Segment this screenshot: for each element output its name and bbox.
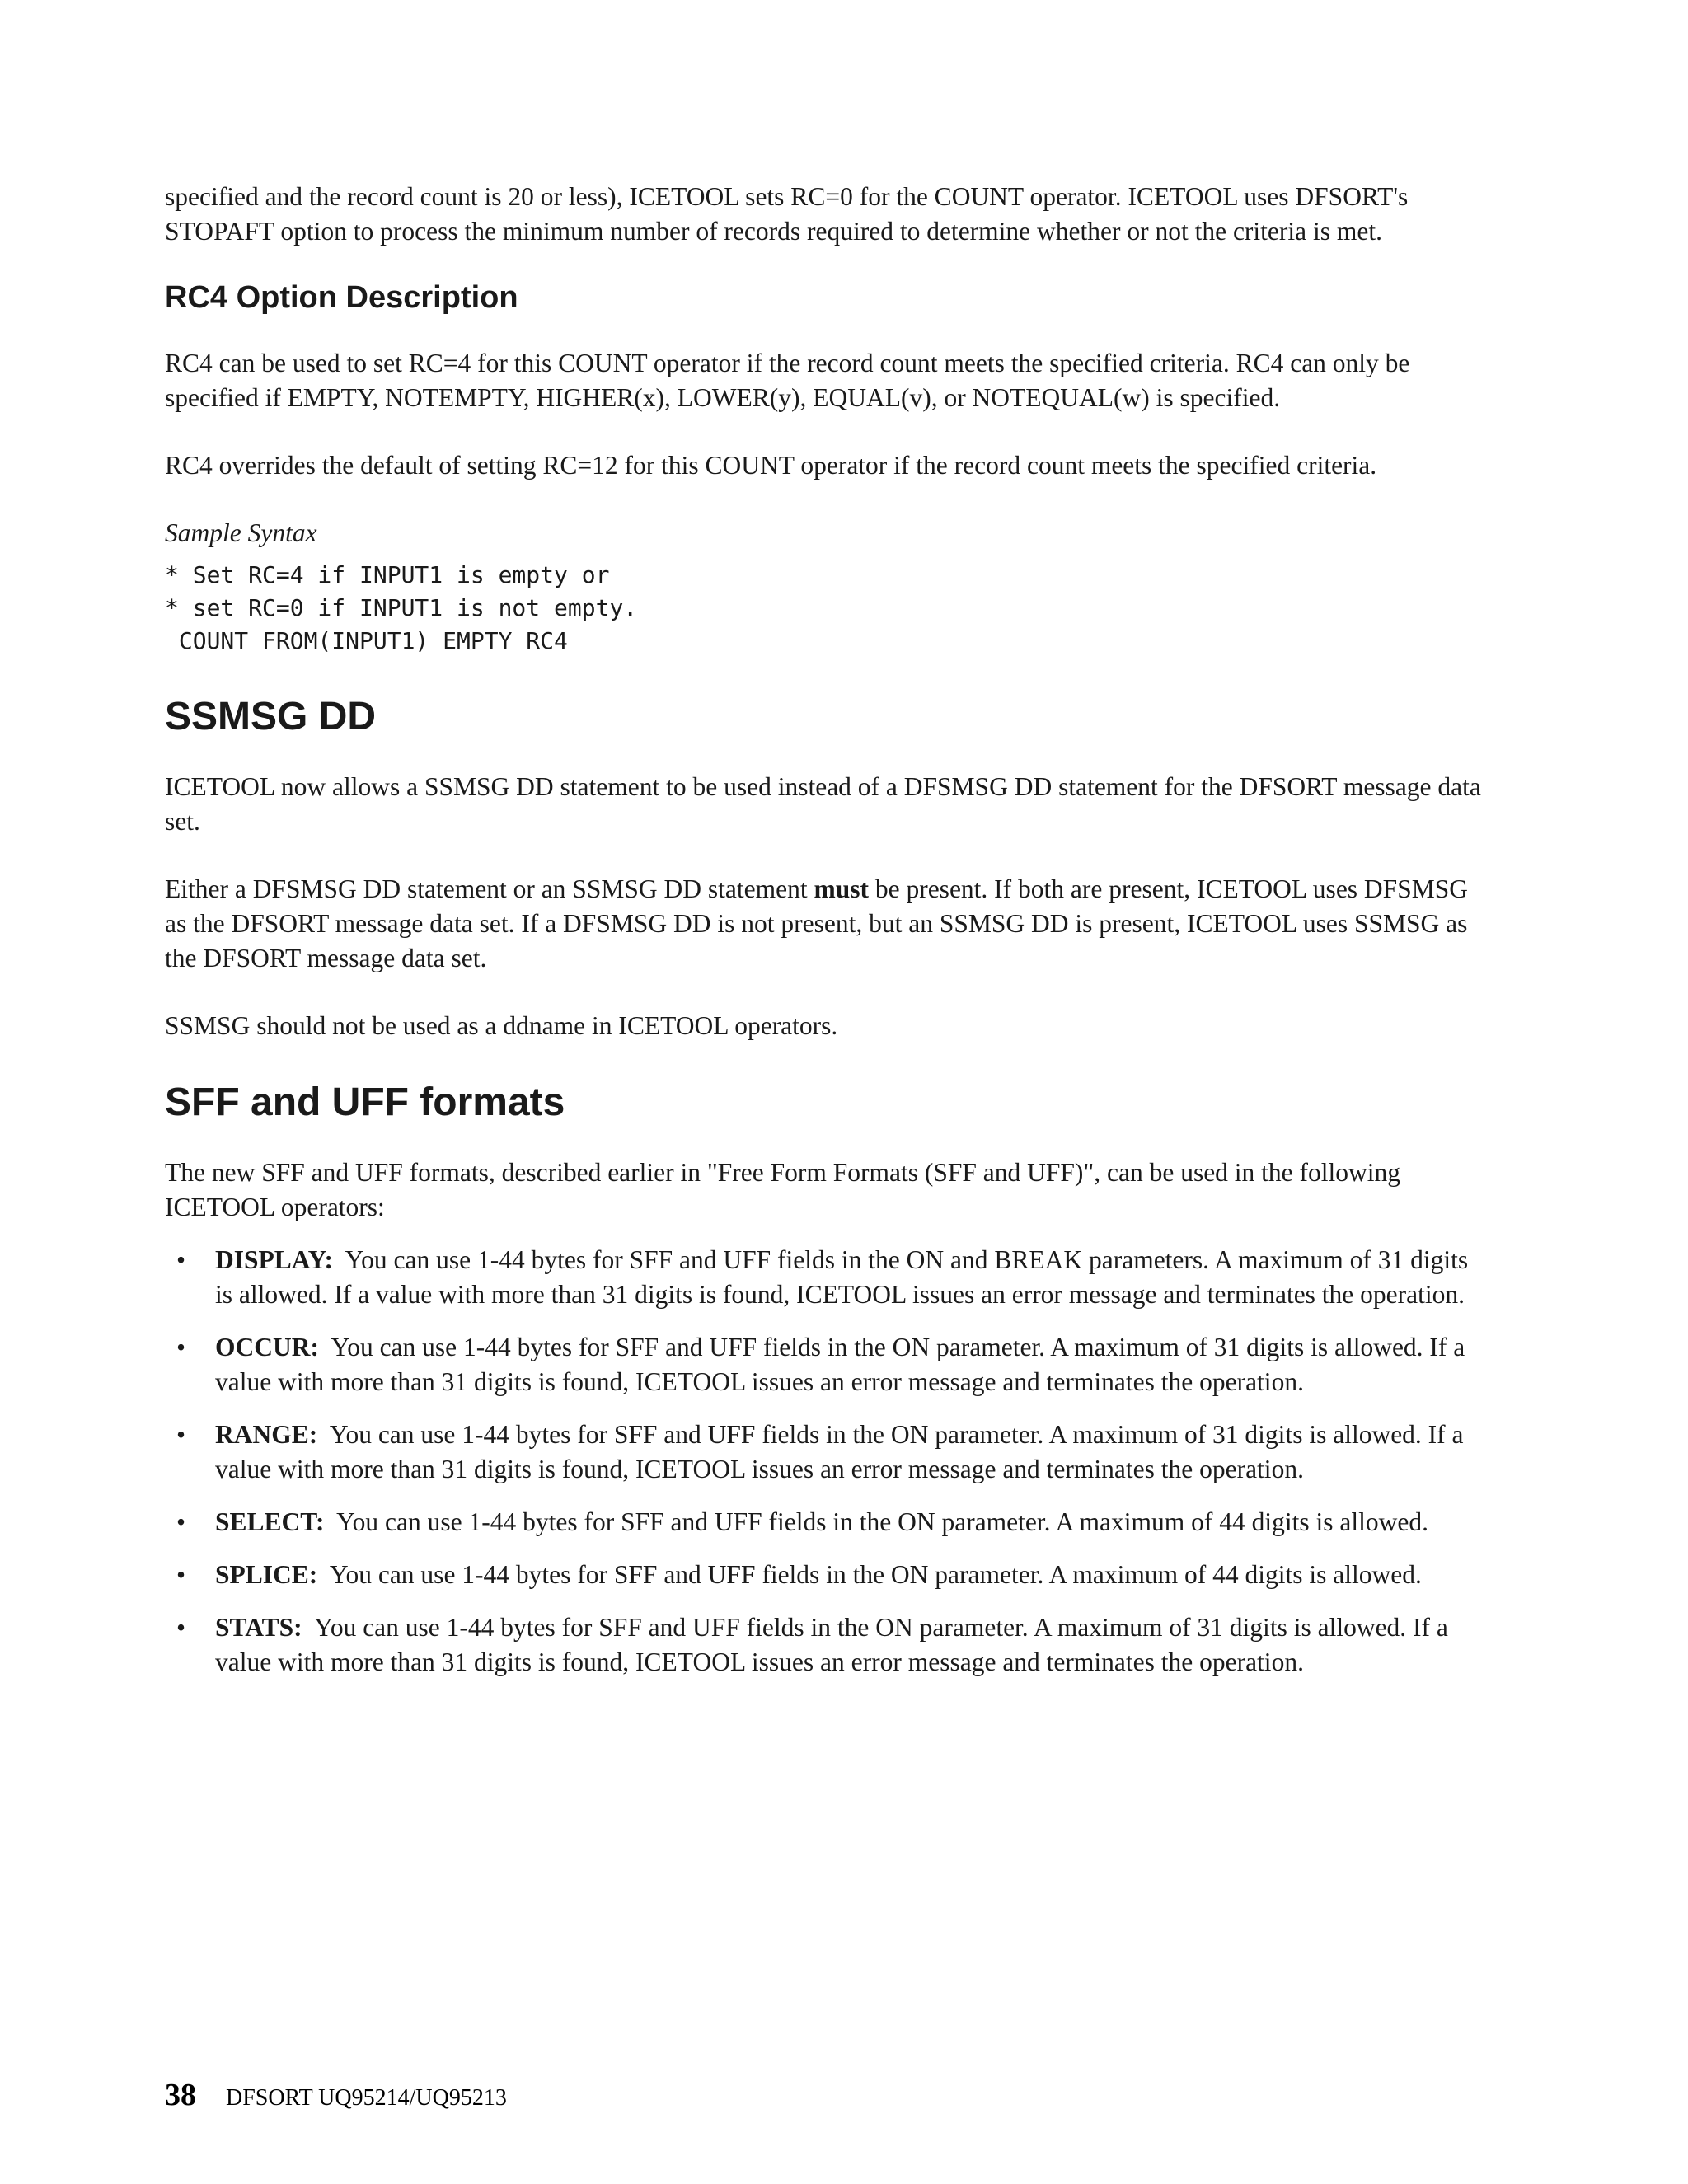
must-emphasis: must xyxy=(814,874,869,903)
list-item-term: STATS: xyxy=(215,1613,302,1642)
list-item-term: SPLICE: xyxy=(215,1560,318,1589)
list-item xyxy=(165,1610,1484,1680)
bullet-icon: • xyxy=(176,1560,186,1589)
bullet-icon: • xyxy=(176,1507,186,1536)
list-item-term: SELECT: xyxy=(215,1507,325,1536)
rc4-paragraph-2: RC4 overrides the default of setting RC=12 for this COUNT operator if the record count meets the specified criteria. xyxy=(165,451,1377,480)
list-item xyxy=(165,1418,1484,1487)
list-item xyxy=(165,1558,1484,1592)
list-item-text: You can use 1-44 bytes for SFF and UFF fields in the ON parameter. A maximum of 44 digits is allowed. xyxy=(336,1507,1429,1536)
list-item-text: You can use 1-44 bytes for SFF and UFF fields in the ON parameter. A maximum of 31 digits is allowed. If a value with more than 31 digits is found, ICETOOL issues an error message and terminates the operation. xyxy=(215,1333,1465,1396)
bullet-icon: • xyxy=(176,1333,186,1361)
page-number: 38 xyxy=(165,2078,196,2112)
rc4-paragraph-1: RC4 can be used to set RC=4 for this COUNT operator if the record count meets the specified criteria. RC4 can only be specified if EMPTY, NOTEMPTY, HIGHER(x), LOWER(y), EQUAL(v), or NOTEQUAL(w) is specified. xyxy=(165,349,1410,412)
ssmsg-paragraph-2-start: Either a DFSMSG DD statement or an SSMSG DD statement xyxy=(165,874,814,903)
sample-syntax-caption: Sample Syntax xyxy=(165,518,317,547)
page-footer xyxy=(165,2077,507,2113)
list-item-text: You can use 1-44 bytes for SFF and UFF fields in the ON parameter. A maximum of 31 digits is allowed. If a value with more than 31 digits is found, ICETOOL issues an error message and terminates the operation. xyxy=(215,1420,1464,1483)
operator-list xyxy=(165,1243,1484,1680)
list-item-term: OCCUR: xyxy=(215,1333,319,1361)
list-item xyxy=(165,1330,1484,1399)
list-item xyxy=(165,1243,1484,1312)
sff-uff-heading: SFF and UFF formats xyxy=(165,1080,565,1124)
ssmsg-heading: SSMSG DD xyxy=(165,695,377,738)
list-item-text: You can use 1-44 bytes for SFF and UFF fields in the ON parameter. A maximum of 44 digits is allowed. xyxy=(329,1560,1422,1589)
list-item-term: RANGE: xyxy=(215,1420,318,1449)
ssmsg-paragraph-2-end: be present. If both are present, ICETOOL uses DFSMSG as the DFSORT message data set. If a DFSMSG DD is not present, but an SSMSG DD is present, ICETOOL uses SSMSG as the DFSORT message data set. xyxy=(165,874,1468,972)
rc4-heading: RC4 Option Description xyxy=(165,280,518,315)
bullet-icon: • xyxy=(176,1245,186,1274)
list-item xyxy=(165,1505,1484,1540)
document-page xyxy=(165,180,1484,1698)
intro-paragraph: specified and the record count is 20 or less), ICETOOL sets RC=0 for the COUNT operator. ICETOOL uses DFSORT's STOPAFT option to process the minimum number of records required to determine whether or not the criteria is met. xyxy=(165,182,1409,246)
sample-syntax-code: * Set RC=4 if INPUT1 is empty or * set RC=0 if INPUT1 is not empty. COUNT FROM(INPUT1) EMPTY RC4 xyxy=(165,561,638,654)
ssmsg-paragraph-2 xyxy=(165,872,1484,976)
sff-uff-intro: The new SFF and UFF formats, described earlier in "Free Form Formats (SFF and UFF)", can be used in the following ICETOOL operators: xyxy=(165,1158,1401,1221)
bullet-icon: • xyxy=(176,1613,186,1642)
list-item-text: You can use 1-44 bytes for SFF and UFF fields in the ON parameter. A maximum of 31 digits is allowed. If a value with more than 31 digits is found, ICETOOL issues an error message and terminates the operation. xyxy=(215,1613,1448,1676)
ssmsg-paragraph-1: ICETOOL now allows a SSMSG DD statement to be used instead of a DFSMSG DD statement for the DFSORT message data set. xyxy=(165,772,1481,836)
ssmsg-paragraph-3: SSMSG should not be used as a ddname in ICETOOL operators. xyxy=(165,1011,838,1040)
bullet-icon: • xyxy=(176,1420,186,1449)
footer-text: DFSORT UQ95214/UQ95213 xyxy=(226,2085,507,2111)
list-item-term: DISPLAY: xyxy=(215,1245,333,1274)
list-item-text: You can use 1-44 bytes for SFF and UFF fields in the ON and BREAK parameters. A maximum of 31 digits is allowed. If a value with more than 31 digits is found, ICETOOL issues an error message and terminates the operation. xyxy=(215,1245,1469,1309)
